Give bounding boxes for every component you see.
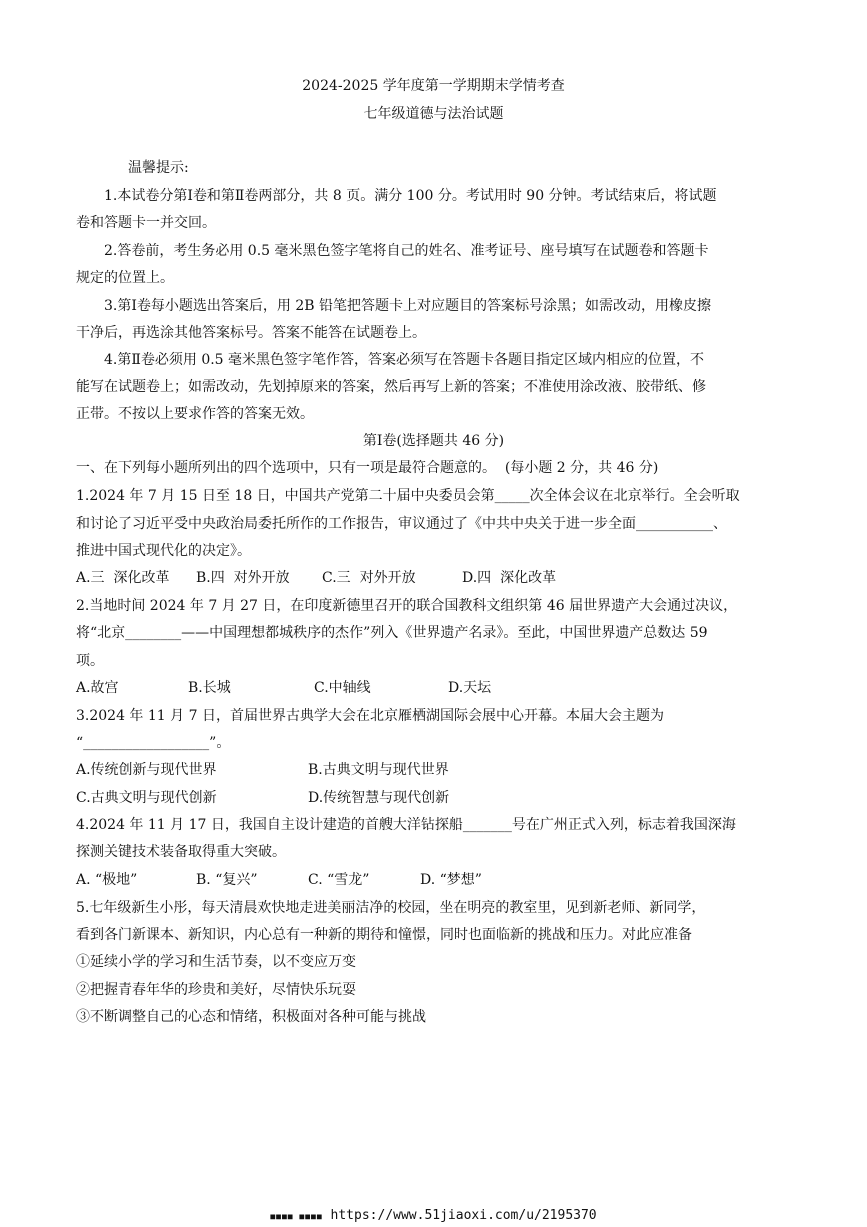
footer-watermark <box>0 1208 867 1223</box>
question-2-line: 将“北京________——中国理想都城秩序的杰作”列入《世界遗产名录》。至此，中国世界遗产总数达 59 <box>76 625 708 641</box>
question-2-line: 2.当地时间 2024 年 7 月 27 日，在印度新德里召开的联合国教科文组织第 46 届世界遗产大会通过决议， <box>76 598 738 614</box>
notice-line: 正带。不按以上要求作答的答案无效。 <box>76 406 314 422</box>
question-3-option-b: B.古典文明与现代世界 <box>308 762 449 778</box>
question-4-option-a: A. “极地” <box>76 872 138 888</box>
question-3-option-a: A.传统创新与现代世界 <box>76 762 217 778</box>
question-3-line: “__________________”。 <box>76 735 231 751</box>
question-2-option-a: A.故宫 <box>76 680 119 696</box>
question-5-statement: ②把握青春年华的珍贵和美好，尽情快乐玩耍 <box>76 982 356 998</box>
exam-title: 2024-2025 学年度第一学期期末学情考查 <box>302 78 565 94</box>
exam-subtitle: 七年级道德与法治试题 <box>363 106 504 122</box>
question-1-option-d: D.四 深化改革 <box>462 570 557 586</box>
question-1-option-c: C.三 对外开放 <box>322 570 416 586</box>
section-title: 第Ⅰ卷(选择题共 46 分) <box>362 433 505 449</box>
question-5-statement: ③不断调整自己的心态和情绪，积极面对各种可能与挑战 <box>76 1009 426 1025</box>
section-instruction: 一、在下列每小题所列出的四个选项中，只有一项是最符合题意的。 (每小题 2 分，共 46 分) <box>76 460 659 476</box>
notice-line: 4.第Ⅱ卷必须用 0.5 毫米黑色签字笔作答，答案必须写在答题卡各题目指定区域内相应的位置，不 <box>104 352 705 368</box>
notice-line: 2.答卷前，考生务必用 0.5 毫米黑色签字笔将自己的姓名、准考证号、座号填写在试题卷和答题卡 <box>104 243 709 259</box>
question-2-line: 项。 <box>76 653 104 669</box>
question-3-line: 3.2024 年 11 月 7 日，首届世界古典学大会在北京雁栖湖国际会展中心开幕。本届大会主题为 <box>76 708 664 724</box>
question-1-line: 推进中国式现代化的决定》。 <box>76 543 251 559</box>
question-3-option-d: D.传统智慧与现代创新 <box>308 790 450 806</box>
notice-line: 干净后，再选涂其他答案标号。答案不能答在试题卷上。 <box>76 325 426 341</box>
watermark-mark: ■■■■ ■■■■ <box>270 1212 323 1221</box>
question-1-option-b: B.四 对外开放 <box>196 570 290 586</box>
notice-line: 能写在试题卷上；如需改动，先划掉原来的答案，然后再写上新的答案；不准使用涂改液、胶带纸、修 <box>76 379 706 395</box>
question-4-option-b: B. “复兴” <box>196 872 258 888</box>
question-2-option-c: C.中轴线 <box>314 680 371 696</box>
notice-line: 3.第Ⅰ卷每小题选出答案后，用 2B 铅笔把答题卡上对应题目的答案标号涂黑；如需改动，用橡皮擦 <box>104 298 711 314</box>
notice-heading: 温馨提示: <box>128 160 189 176</box>
question-5-line: 看到各门新课本、新知识，内心总有一种新的期待和憧憬，同时也面临新的挑战和压力。对此应准备 <box>76 927 692 943</box>
question-4-line: 4.2024 年 11 月 17 日，我国自主设计建造的首艘大洋钻探船_______号在广州正式入列，标志着我国深海 <box>76 817 736 833</box>
question-5-line: 5.七年级新生小彤，每天清晨欢快地走进美丽洁净的校园，坐在明亮的教室里，见到新老师、新同学， <box>76 900 706 916</box>
question-1-line: 和讨论了习近平受中央政治局委托所作的工作报告，审议通过了《中共中央关于进一步全面___________、 <box>76 516 727 532</box>
question-3-option-c: C.古典文明与现代创新 <box>76 790 217 806</box>
question-5-statement: ①延续小学的学习和生活节奏，以不变应万变 <box>76 954 356 970</box>
question-1-option-a: A.三 深化改革 <box>76 570 170 586</box>
footer-url[interactable]: https://www.51jiaoxi.com/u/2195370 <box>330 1208 597 1223</box>
question-4-option-c: C. “雪龙” <box>308 872 370 888</box>
notice-line: 1.本试卷分第Ⅰ卷和第Ⅱ卷两部分，共 8 页。满分 100 分。考试用时 90 分钟。考试结束后，将试题 <box>104 188 717 204</box>
question-4-line: 探测关键技术装备取得重大突破。 <box>76 844 286 860</box>
question-1-line: 1.2024 年 7 月 15 日至 18 日，中国共产党第二十届中央委员会第_____次全体会议在北京举行。全会听取 <box>76 488 740 504</box>
question-4-option-d: D. “梦想” <box>420 872 482 888</box>
notice-line: 卷和答题卡一并交回。 <box>76 215 216 231</box>
question-2-option-d: D.天坛 <box>448 680 492 696</box>
question-2-option-b: B.长城 <box>188 680 231 696</box>
notice-line: 规定的位置上。 <box>76 270 174 286</box>
